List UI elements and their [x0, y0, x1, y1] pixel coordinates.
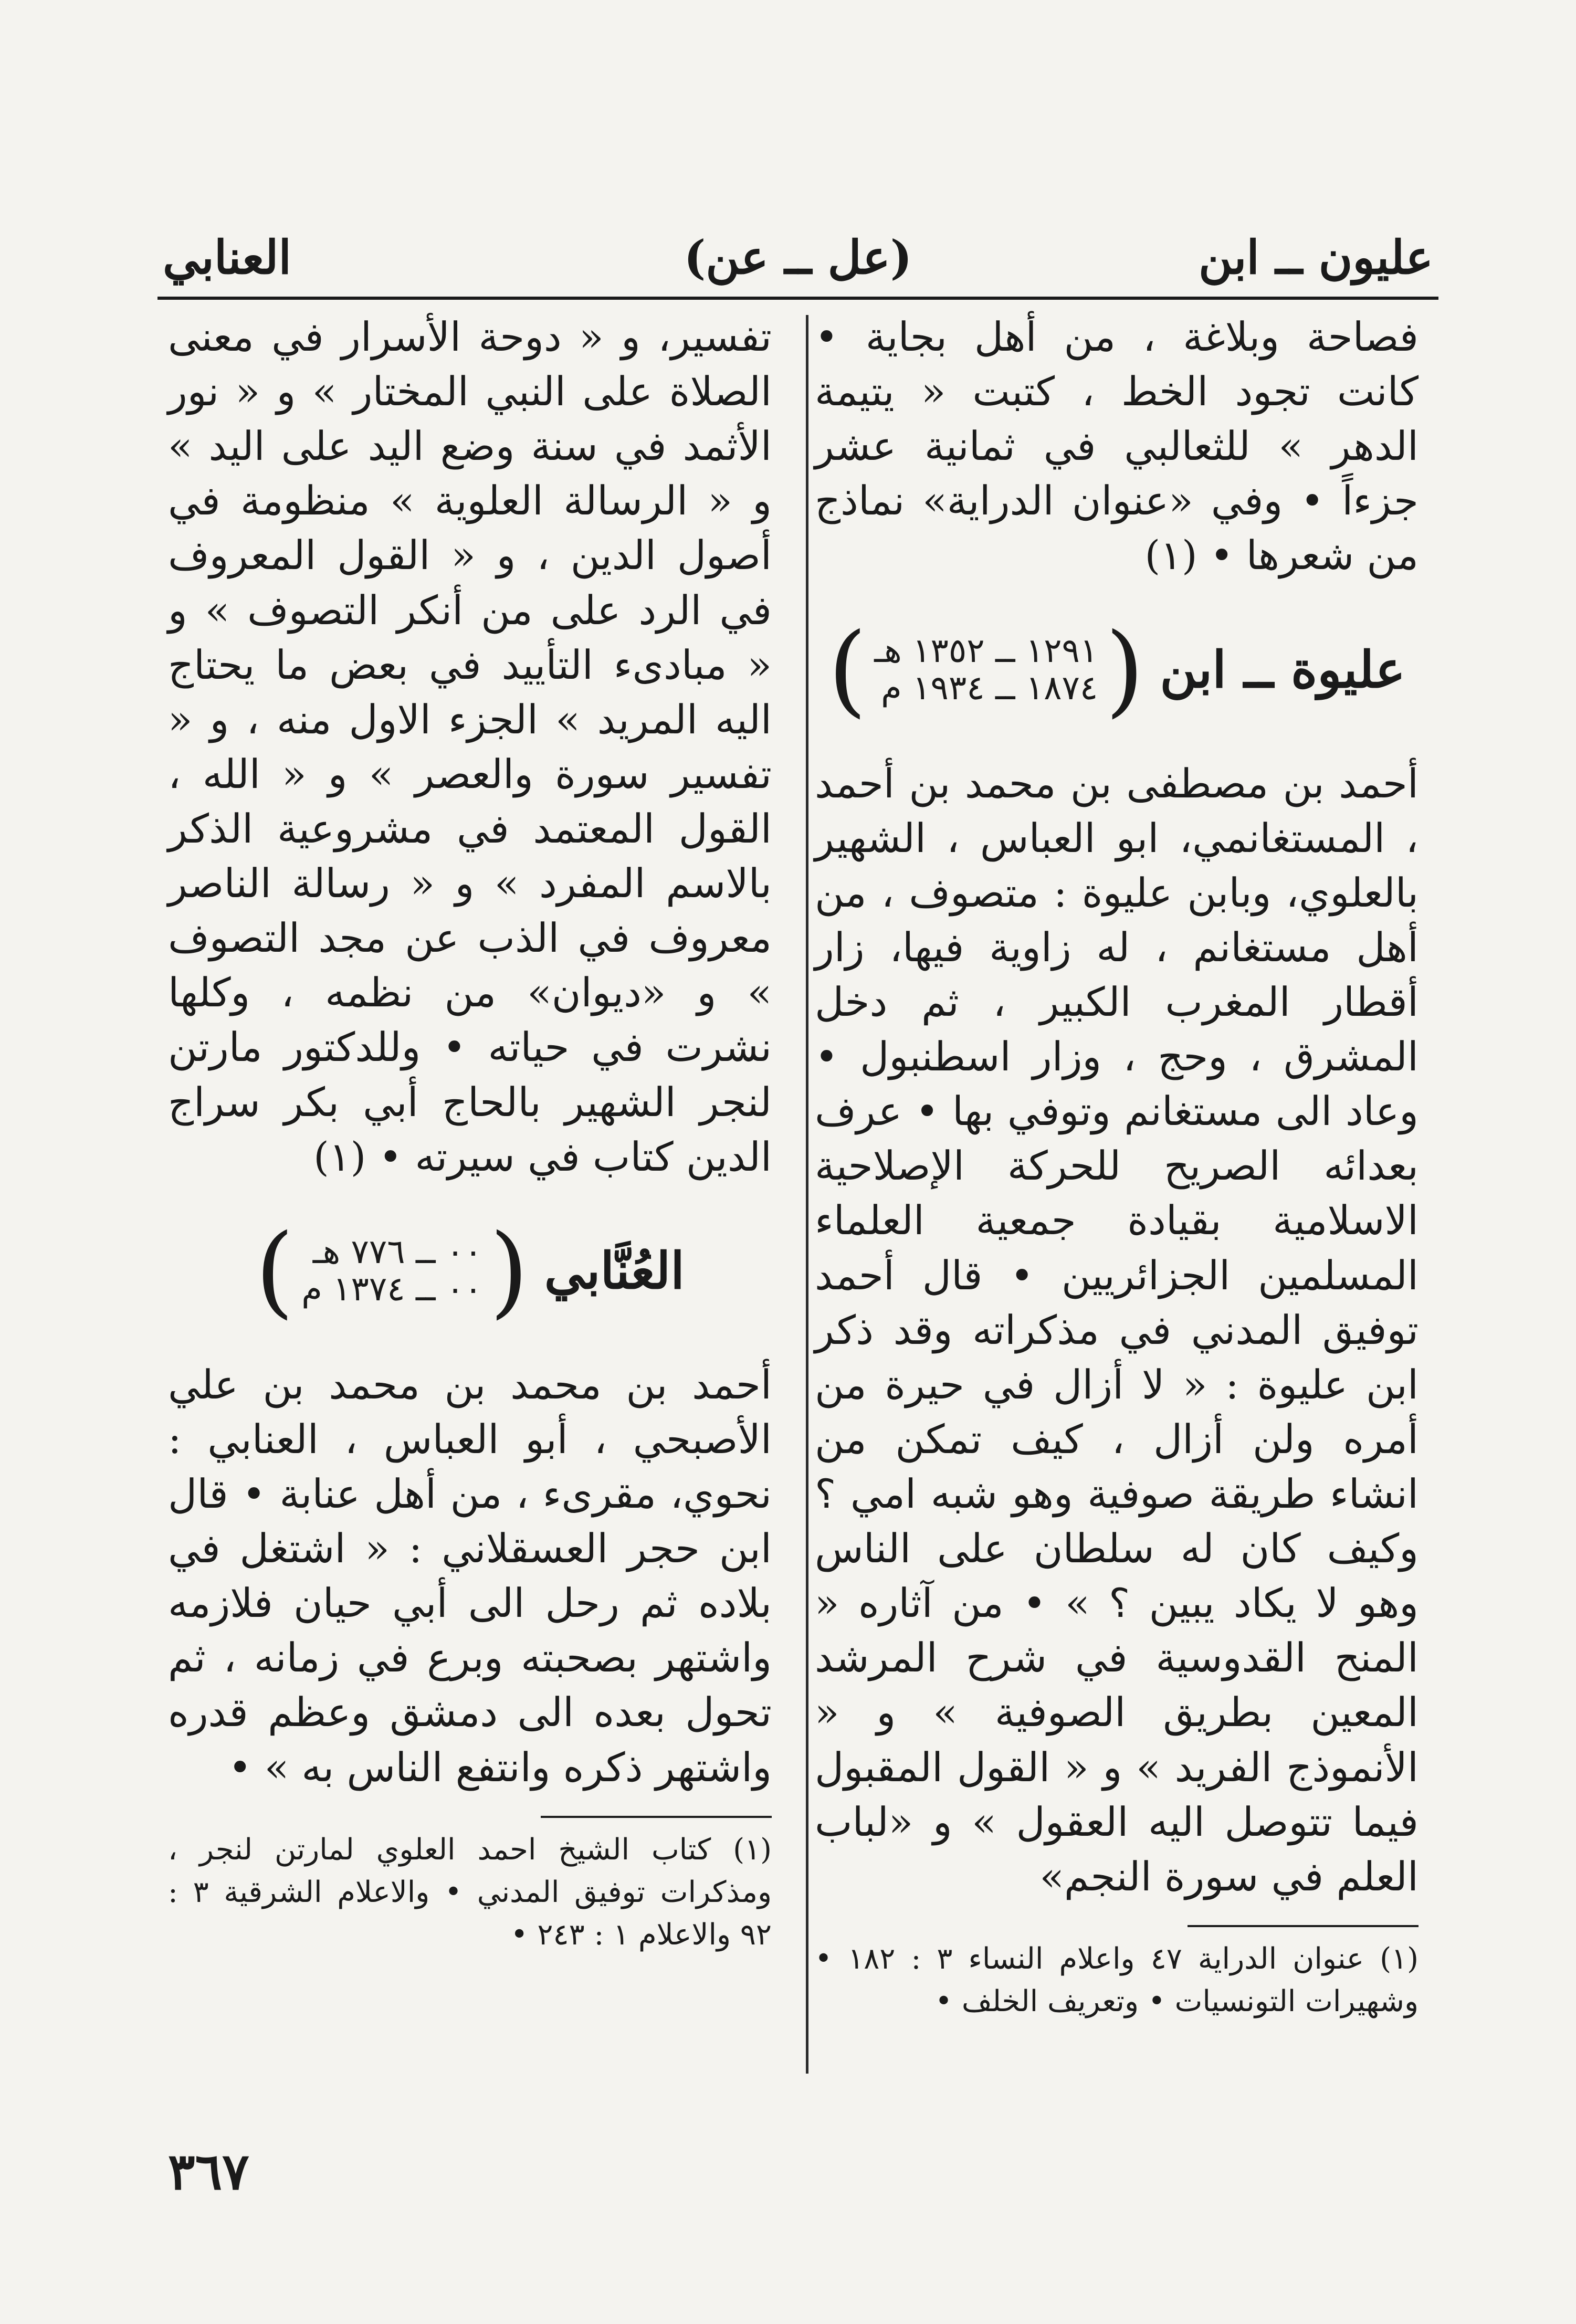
entry-dates: ( ١٢٩١ ــ ١٣٥٢ هـ ١٨٧٤ ــ ١٩٣٤ م ) — [828, 611, 1144, 728]
right-footnote: (١) عنوان الدراية ٤٧ واعلام النساء ٣ : ١٨٢ • وشهيرات التونسيات • وتعريف الخلف • — [815, 1941, 1419, 2019]
header-right-entry: عليون ــ ابن — [1198, 230, 1433, 285]
right-paragraph-2: أحمد بن مصطفى بن محمد بن أحمد ، المستغانمي، ابو العباس ، الشهير بالعلوي، وبابن عليوة : متصوف ، من أهل مستغانم ، له زاوية فيها، زار أقطار المغرب الكبير ، ثم دخل المشرق ، وحج ، وزار اسطنبول • وعاد الى مستغانم وتوفي بها • عرف بعدائه الصريح للحركة الإصلاحية الاسلامية بقيادة جمعية العلماء المسلمين الجزائريين • قال أحمد توفيق المدني في مذكراته وقد ذكر ابن عليوة : « لا أزال في حيرة من أمره ولن أزال ، كيف تمكن من انشاء طريقة صوفية وهو شبه امي ؟ وكيف كان له سلطان على الناس وهو لا يكاد يبين ؟ » • من آثاره « المنح القدوسية في شرح المرشد المعين بطريق الصوفية » و « الأنموذج الفريد » و « القول المقبول فيما تتوصل اليه العقول » و «لباب العلم في سورة النجم» — [815, 760, 1419, 1900]
entry-dates: ( ٠٠ ــ ٧٧٦ هـ ٠٠ ــ ١٣٧٤ م ) — [255, 1212, 529, 1329]
header-range: (عل ــ عن) — [684, 230, 912, 285]
footnote-rule — [541, 1816, 772, 1818]
page-number: ٣٦٧ — [168, 2142, 249, 2201]
right-column — [815, 310, 1419, 2023]
entry-heading-annabi — [168, 1212, 772, 1329]
hijri-dates: ١٢٩١ ــ ١٣٥٢ هـ — [874, 632, 1098, 671]
entry-name: العُنَّابي — [544, 1240, 685, 1300]
left-column — [168, 310, 772, 1956]
gregorian-dates: ٠٠ ــ ١٣٧٤ م — [301, 1269, 482, 1309]
left-paragraph-1: تفسير، و « دوحة الأسرار في معنى الصلاة على النبي المختار » و « نور الأثمد في سنة وضع اليد على اليد » و « الرسالة العلوية » منظومة في أصول الدين ، و « القول المعروف في الرد على من أنكر التصوف » و « مبادىء التأييد في بعض ما يحتاج اليه المريد » الجزء الاول منه ، و « تفسير سورة والعصر » و « الله ، القول المعتمد في مشروعية الذكر بالاسم المفرد » و « رسالة الناصر معروف في الذب عن مجد التصوف » و «ديوان» من نظمه ، وكلها نشرت في حياته • وللدكتور مارتن لنجر الشهير بالحاج أبي بكر سراج الدين كتاب في سيرته • (١) — [168, 313, 772, 1180]
entry-heading-ibn-alawa — [815, 611, 1419, 728]
gregorian-dates: ١٨٧٤ ــ ١٩٣٤ م — [881, 668, 1098, 708]
hijri-dates: ٠٠ ــ ٧٧٦ هـ — [312, 1233, 482, 1272]
header-left-entry: العنابي — [163, 230, 291, 285]
footnote-rule — [1188, 1925, 1419, 1927]
column-divider — [806, 315, 808, 2074]
left-paragraph-2: أحمد بن محمد بن محمد بن علي الأصبحي ، أبو العباس ، العنابي : نحوي، مقرىء ، من أهل عنابة • قال ابن حجر العسقلاني : « اشتغل في بلاده ثم رحل الى أبي حيان فلازمه واشتهر بصحبته وبرع في زمانه ، ثم تحول بعده الى دمشق وعظم قدره واشتهر ذكره وانتفع الناس به » • — [168, 1361, 772, 1791]
entry-name: عليوة ــ ابن — [1160, 639, 1405, 699]
left-footnote: (١) كتاب الشيخ احمد العلوي لمارتن لنجر ، ومذكرات توفيق المدني • والاعلام الشرقية ٣ : ٩٢ والاعلام ١ : ٢٤٣ • — [168, 1832, 772, 1952]
right-paragraph-1: فصاحة وبلاغة ، من أهل بجاية • كانت تجود الخط ، كتبت « يتيمة الدهر » للثعالبي في ثمانية عشر جزءاً • وفي «عنوان الدراية» نماذج من شعرها • (١) — [815, 313, 1419, 579]
running-header — [163, 220, 1433, 294]
header-rule — [157, 297, 1438, 300]
